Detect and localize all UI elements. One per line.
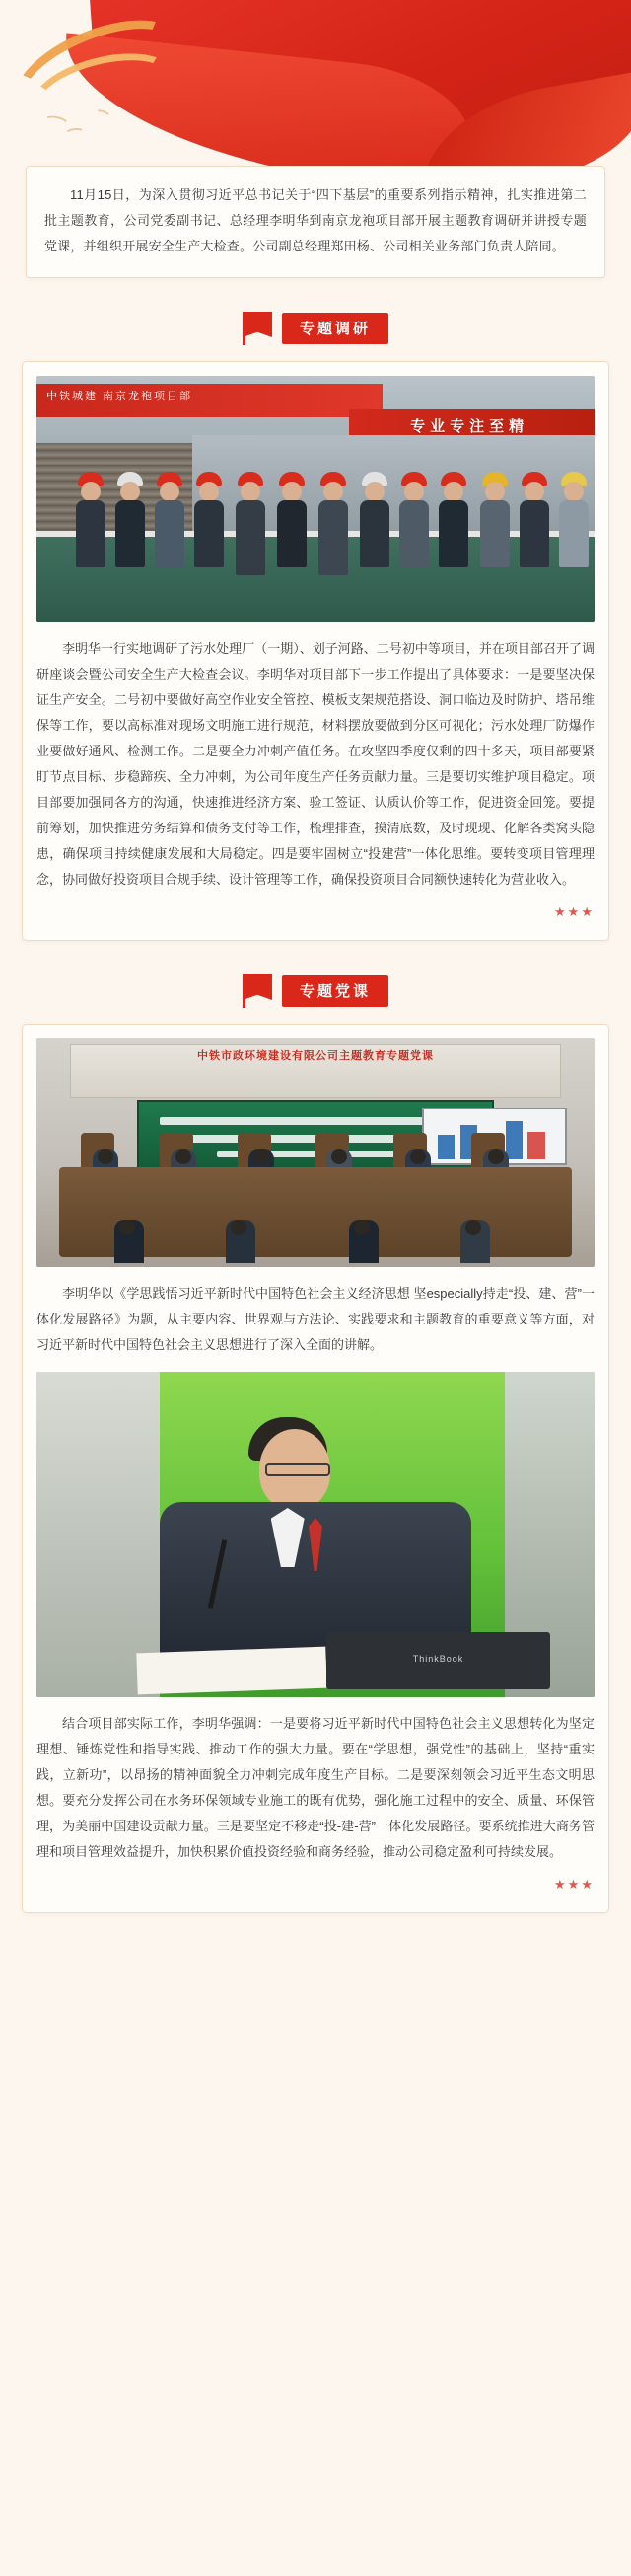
person-head xyxy=(485,482,505,501)
person-head xyxy=(365,482,385,501)
person-body xyxy=(480,500,510,567)
person-figure xyxy=(557,472,591,567)
research-caption: 李明华一行实地调研了污水处理厂（一期）、划子河路、二号初中等项目，并在项目部召开了调研座谈会暨公司安全生产大检查会议。李明华对项目部下一步工作提出了具体要求：一是要坚决保证生产安全。二号初中要做好高空作业安全管控、模板支架规范搭设、洞口临边及时防护、塔吊维保等工作，要以高标准对现场文明施工进行规范，材料摆放要做到分区可视化；污水处理厂防爆作业要做好通风、检测工作。二是要全力冲刺产值任务。在攻坚四季度仅剩的四十多天，项目部要紧盯节点目标、步稳蹄疾、全力冲刺，为公司年度生产任务贡献力量。三是要切实维护项目稳定。项目部要加强同各方的沟通，快速推进经济方案、验工签证、认质认价等工作，促进资金回笼。要提前筹划，加快推进劳务结算和债务支付等工作，梳理排查，摸清底数，及时现现、化解各类窝头隐患，确保项目持续健康发展和大局稳定。四是要牢固树立“投建营”一体化思维。要转变项目管理理念，协同做好投资项目合规手续、设计管理等工作，确保投资项目合同额快速转化为营业收入。 xyxy=(36,641,595,887)
person-figure xyxy=(397,472,431,567)
person-body xyxy=(520,500,549,567)
person-head xyxy=(120,482,140,501)
person-figure xyxy=(275,472,309,567)
intro-card xyxy=(26,166,605,278)
person-figure xyxy=(74,472,107,567)
photo-banner-right-text: 专业专注至精 xyxy=(410,418,529,435)
person-head xyxy=(323,482,343,501)
top-banner xyxy=(0,0,631,187)
flag-icon xyxy=(243,312,272,345)
person-head xyxy=(525,482,544,501)
attendee-head xyxy=(354,1220,370,1235)
chart-bar xyxy=(506,1121,523,1159)
attendee-front xyxy=(226,1220,255,1263)
person-figure xyxy=(437,472,470,567)
attendee-head xyxy=(465,1220,481,1235)
person-body xyxy=(439,500,468,567)
person-figure xyxy=(358,472,391,567)
glasses-icon xyxy=(265,1463,330,1476)
person-body xyxy=(76,500,105,567)
stars-divider: ★★★ xyxy=(554,904,595,919)
person-figure xyxy=(113,472,147,567)
person-figure xyxy=(478,472,512,567)
flag-cloth xyxy=(243,312,272,337)
person-body xyxy=(399,500,429,567)
attendee-head xyxy=(253,1149,269,1164)
lecture-caption-1: 李明华以《学思践悟习近平新时代中国特色社会主义经济思想 坚especially持走“投、建、营”一体化发展路径》为题，从主要内容、世界观与方法论、实践要求和主题教育的重要意义等方面，对习近平新时代中国特色社会主义思想进行了深入全面的讲解。 xyxy=(36,1286,595,1352)
person-head xyxy=(564,482,584,501)
attendee-head xyxy=(488,1149,504,1164)
section-heading-lecture xyxy=(0,974,631,1008)
lecture-block xyxy=(22,1024,609,1913)
person-head xyxy=(444,482,463,501)
flag-cloth xyxy=(243,974,272,1000)
attendee-head xyxy=(331,1149,347,1164)
person-figure xyxy=(316,472,350,575)
person-body xyxy=(277,500,307,567)
attendee-head xyxy=(410,1149,426,1164)
person-head xyxy=(81,482,101,501)
stage-banner-text: 中铁市政环境建设有限公司主题教育专题党课 xyxy=(197,1050,434,1062)
photo-banner-left-text: 中铁城建 南京龙袍项目部 xyxy=(46,391,193,402)
attendee-front xyxy=(349,1220,379,1263)
intro-paragraph: 11月15日，为深入贯彻习近平总书记关于“四下基层”的重要系列指示精神，扎实推进第二批主题教育，公司党委副书记、总经理李明华到南京龙袍项目部开展主题教育调研并讲授专题党课，并组织开展安全生产大检查。公司副总经理郑田杨、公司相关业务部门负责人陪同。 xyxy=(44,187,587,253)
dove-icon-2 xyxy=(65,127,86,139)
person-body xyxy=(194,500,224,567)
chart-bar xyxy=(527,1132,544,1159)
left-wall-panel xyxy=(36,1372,160,1697)
party-lecture-meeting-photo xyxy=(36,1038,595,1267)
attendee-front xyxy=(114,1220,144,1263)
section-title-lecture: 专题党课 xyxy=(282,975,388,1007)
flag-icon xyxy=(243,974,272,1008)
person-figure xyxy=(153,472,186,567)
attendee-head xyxy=(231,1220,246,1235)
desk-papers xyxy=(136,1647,327,1695)
spacer xyxy=(36,1358,595,1372)
research-block xyxy=(22,361,609,941)
person-body xyxy=(318,500,348,575)
person-figure-lead xyxy=(234,472,267,575)
person-body xyxy=(236,500,265,575)
lecture-caption-2: 结合项目部实际工作，李明华强调：一是要将习近平新时代中国特色社会主义思想转化为坚定理想、锤炼党性和指导实践、推动工作的强大力量。要在“学思想，强党性”的基础上，坚持“重实践，立新功”，以昂扬的精神面貌全力冲刺完成年度生产目标。二是要深刻领会习近平生态文明思想。要充分发挥公司在水务环保领域专业施工的既有优势，强化施工过程中的安全、质量、环保管理，为美丽中国建设贡献力量。三是要坚定不移走“投-建-营”一体化发展路径。要系统推进大商务管理和项目管理效益提升，加快积累价值投资经验和商务经验，推动公司稳定盈利可持续发展。 xyxy=(36,1716,595,1859)
attendee-front xyxy=(460,1220,490,1263)
laptop xyxy=(326,1632,549,1689)
person-head xyxy=(160,482,179,501)
site-inspection-photo xyxy=(36,376,595,622)
person-body xyxy=(155,500,184,567)
attendee-head xyxy=(119,1220,135,1235)
person-head xyxy=(241,482,260,501)
laptop-brand-label: ThinkBook xyxy=(412,1654,464,1665)
intro-section xyxy=(26,166,605,278)
person-head xyxy=(404,482,424,501)
speaker-podium-photo xyxy=(36,1372,595,1697)
attendee-head xyxy=(175,1149,191,1164)
person-body xyxy=(559,500,589,567)
person-head xyxy=(282,482,302,501)
person-body xyxy=(360,500,389,567)
person-figure xyxy=(192,472,226,567)
section-title-research: 专题调研 xyxy=(282,313,388,344)
stars-divider: ★★★ xyxy=(554,1877,595,1892)
chart-bar xyxy=(438,1135,455,1159)
section-heading-research xyxy=(0,312,631,345)
person-body xyxy=(115,500,145,567)
attendee-head xyxy=(98,1149,113,1164)
person-figure xyxy=(518,472,551,567)
person-head xyxy=(199,482,219,501)
